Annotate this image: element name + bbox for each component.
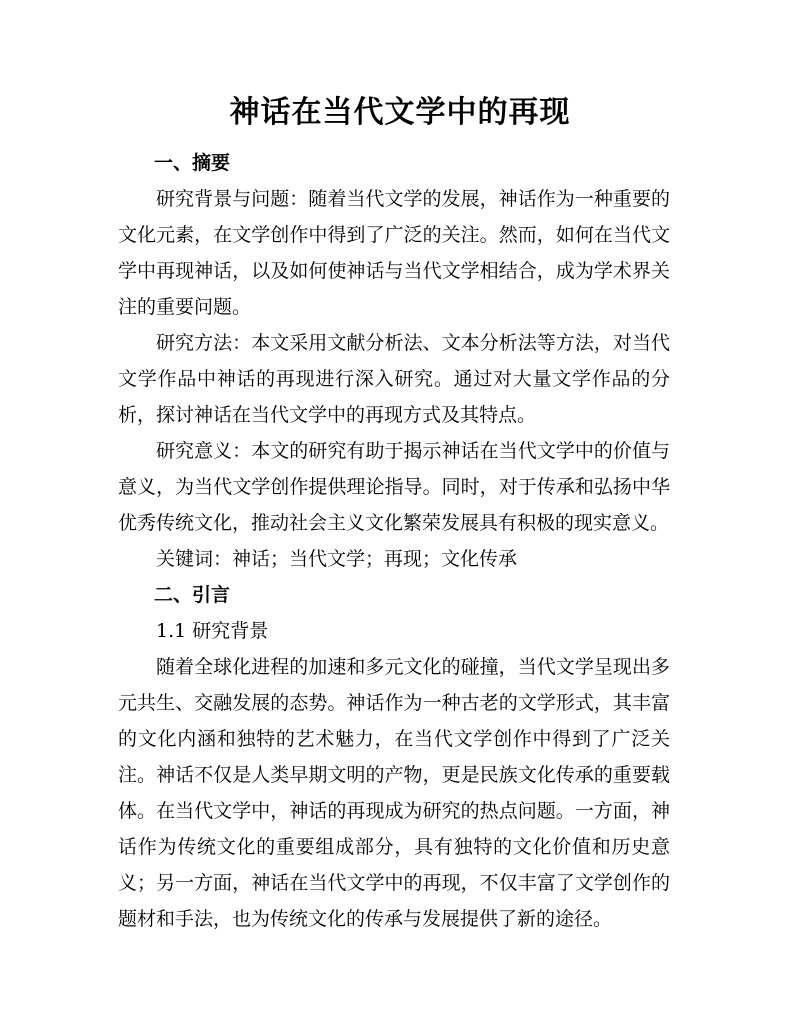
document-body	[118, 145, 670, 937]
document-title: 神话在当代文学中的再现	[229, 95, 571, 130]
abstract-background-paragraph: 研究背景与问题：随着当代文学的发展，神话作为一种重要的文化元素，在文学创作中得到了广泛的关注。然而，如何在当代文学中再现神话，以及如何使神话与当代文学相结合，成为学术界关注的重要问题。	[118, 188, 670, 318]
abstract-significance-paragraph: 研究意义：本文的研究有助于揭示神话在当代文学中的价值与意义，为当代文学创作提供理论指导。同时，对于传承和弘扬中华优秀传统文化，推动社会主义文化繁荣发展具有积极的现实意义。	[118, 440, 670, 534]
abstract-keywords: 关键词：神话；当代文学；再现；文化传承	[156, 548, 518, 570]
section-heading-introduction: 二、引言	[154, 584, 231, 606]
subsection-heading-background: 1.1 研究背景	[156, 620, 269, 642]
introduction-background-paragraph: 随着全球化进程的加速和多元文化的碰撞，当代文学呈现出多元共生、交融发展的态势。神话作为一种古老的文学形式，其丰富的文化内涵和独特的艺术魅力，在当代文学创作中得到了广泛关注。神话不仅是人类早期文明的产物，更是民族文化传承的重要载体。在当代文学中，神话的再现成为研究的热点问题。一方面，神话作为传统文化的重要组成部分，具有独特的文化价值和历史意义；另一方面，神话在当代文学中的再现，不仅丰富了文学创作的题材和手法，也为传统文化的传承与发展提供了新的途径。	[118, 656, 670, 930]
abstract-method-paragraph: 研究方法：本文采用文献分析法、文本分析法等方法，对当代文学作品中神话的再现进行深入研究。通过对大量文学作品的分析，探讨神话在当代文学中的再现方式及其特点。	[118, 332, 670, 426]
section-heading-abstract: 一、摘要	[154, 152, 231, 174]
